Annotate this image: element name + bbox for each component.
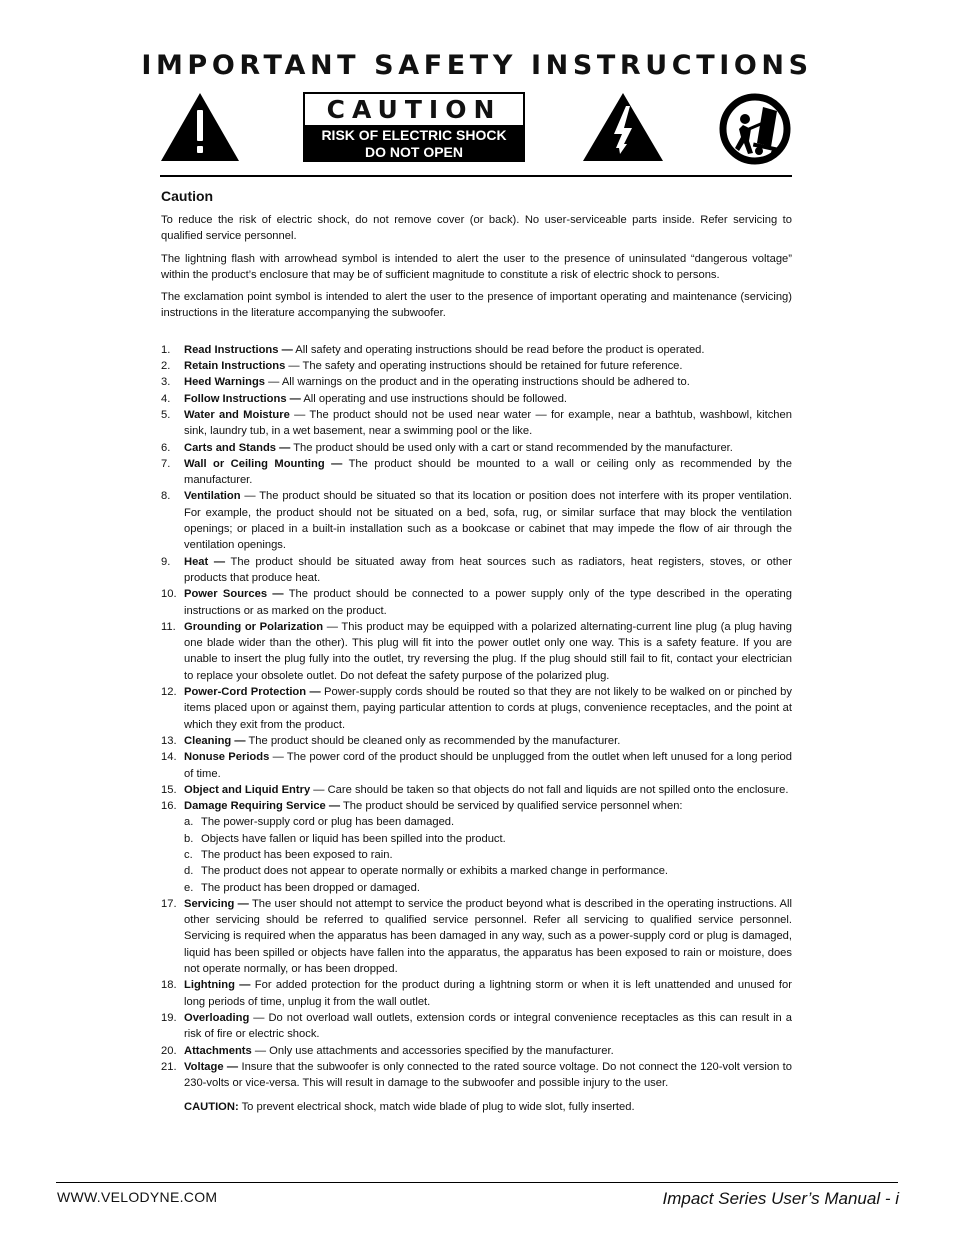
sub-letter: a. <box>184 816 194 829</box>
list-item <box>161 342 792 358</box>
list-item <box>184 831 792 847</box>
item-number: 8. <box>161 490 171 503</box>
item-text: — The product should be situated so that its location or position does not interfere with its proper ventilation. For example, the product should not be situated on a bed, sofa, rug, or similar surface that may block the ventilation openings; or placed in a built-in installation such as a bookcase or cabinet that may impede the flow of air through the ventilation openings. <box>184 490 792 552</box>
item-text: — The product should not be used near water — for example, near a bathtub, washbowl, kitchen sink, laundry tub, in a wet basement, near a swimming pool or the like. <box>184 408 792 438</box>
sub-letter: d. <box>184 865 194 878</box>
list-item <box>161 1043 792 1059</box>
list-item <box>184 814 792 830</box>
item-number: 1. <box>161 343 171 356</box>
item-term: Carts and Stands — <box>184 441 291 454</box>
footer-rule <box>56 1182 898 1183</box>
item-term: Overloading <box>184 1011 250 1024</box>
item-number: 7. <box>161 457 171 470</box>
list-item <box>161 488 792 553</box>
instructions-list <box>161 342 792 1092</box>
list-item <box>161 977 792 1010</box>
item-number: 14. <box>161 751 177 764</box>
sub-letter: b. <box>184 832 194 845</box>
item-text: The product should be mounted to a wall or ceiling only as recommended by the manufacturer. <box>184 457 792 487</box>
caution-label-heading: CAUTION <box>326 95 502 124</box>
item-number: 12. <box>161 686 177 699</box>
item-term: Lightning — <box>184 979 251 992</box>
header-rule <box>160 175 792 177</box>
item-term: Power Sources — <box>184 588 284 601</box>
item-number: 21. <box>161 1060 177 1073</box>
sub-text: The product has been exposed to rain. <box>201 848 393 861</box>
item-text: — Care should be taken so that objects do not fall and liquids are not spilled onto the enclosure. <box>310 783 789 796</box>
item-number: 15. <box>161 783 177 796</box>
list-item <box>184 880 792 896</box>
final-caution-note <box>184 1099 792 1115</box>
item-number: 3. <box>161 376 171 389</box>
item-text: — This product may be equipped with a polarized alternating-current line plug (a plug having one blade wider than the other). This plug will fit into the power outlet only one way. This is a safety feature. If you are unable to insert the plug fully into the outlet, try reversing the plug. If the plug should still fail to fit, contact your electrician to replace your obsolete outlet. Do not defeat the safety purpose of the polarized plug. <box>184 620 792 682</box>
list-item <box>161 358 792 374</box>
sub-text: The power-supply cord or plug has been damaged. <box>201 816 455 829</box>
item-number: 11. <box>161 620 176 633</box>
list-item <box>161 374 792 390</box>
item-text: The product should be connected to a power supply only of the type described in the operating instructions or as marked on the product. <box>184 588 792 617</box>
item-text: The product should be cleaned only as recommended by the manufacturer. <box>245 734 621 747</box>
item-term: Servicing — <box>184 897 249 910</box>
list-item <box>161 407 792 440</box>
list-item <box>161 798 792 896</box>
list-item <box>161 749 792 782</box>
caution-label-line1: RISK OF ELECTRIC SHOCK <box>321 127 507 143</box>
instructions-content <box>161 186 792 1116</box>
item-text: The product should be serviced by qualified service personnel when: <box>340 800 683 813</box>
lightning-triangle-icon <box>582 92 664 162</box>
item-term: Wall or Ceiling Mounting — <box>184 457 343 470</box>
caution-label-line2: DO NOT OPEN <box>364 144 463 160</box>
item-number: 6. <box>161 441 171 454</box>
item-text: All operating and use instructions should be followed. <box>300 392 568 405</box>
sub-text: The product does not appear to operate normally or exhibits a marked change in performance. <box>201 865 669 878</box>
list-item <box>161 1010 792 1043</box>
item-number: 19. <box>161 1011 177 1024</box>
list-item <box>161 896 792 977</box>
list-item <box>161 440 792 456</box>
item-number: 17. <box>161 897 177 910</box>
item-term: Heed Warnings <box>184 376 266 389</box>
item-text: Insure that the subwoofer is only connected to the rated source voltage. Do not connect the 120-volt version to 230-volts or vice-versa. This will result in damage to the subwoofer and possible injury to the user. <box>184 1060 792 1090</box>
list-item <box>161 554 792 587</box>
footer-url: WWW.VELODYNE.COM <box>57 1189 218 1205</box>
item-number: 18. <box>161 979 177 992</box>
item-text: Power-supply cords should be routed so that they are not likely to be walked on or pinched by items placed upon or against them, paying particular attention to cords at plugs, convenience receptacles, and the point at which they exit from the product. <box>184 686 792 731</box>
item-number: 4. <box>161 392 171 405</box>
item-term: Damage Requiring Service — <box>184 800 341 813</box>
caution-label <box>303 92 525 162</box>
caution-section-title: Caution <box>161 188 214 204</box>
item-term: Read Instructions — <box>184 343 293 356</box>
sub-text: The product has been dropped or damaged. <box>201 881 420 894</box>
list-item <box>161 733 792 749</box>
item-term: Attachments <box>184 1044 252 1057</box>
service-conditions-list <box>184 814 792 895</box>
list-item <box>161 456 792 489</box>
item-number: 9. <box>161 555 171 568</box>
page-title: IMPORTANT SAFETY INSTRUCTIONS <box>141 50 813 81</box>
item-text: All safety and operating instructions should be read before the product is operated. <box>292 343 705 356</box>
item-term: Nonuse Periods <box>184 751 270 764</box>
sub-letter: e. <box>184 881 194 894</box>
item-text: The user should not attempt to service the product beyond what is described in the operating instructions. All other servicing should be referred to qualified service personnel. Refer all servicing to qualified service personnel. Servicing is required when the apparatus has been damaged in any way, such as a power-supply cord or plug is damaged, liquid has been spilled or objects have fallen into the apparatus, the apparatus has been exposed to rain or moisture, does not operate normally, or has been dropped. <box>184 897 792 976</box>
item-text: The product should be situated away from heat sources such as radiators, heat registers, stoves, or other products that produce heat. <box>184 555 793 584</box>
caution-label-subtext <box>305 125 523 160</box>
item-term: Cleaning — <box>184 734 246 747</box>
item-term: Voltage — <box>184 1060 239 1073</box>
item-number: 20. <box>161 1044 177 1057</box>
sub-letter: c. <box>184 848 193 861</box>
item-text: — Do not overload wall outlets, extension cords or integral convenience receptacles as this can result in a risk of fire or electric shock. <box>184 1011 792 1041</box>
sub-text: Objects have fallen or liquid has been spilled into the product. <box>201 832 506 845</box>
item-text: — Only use attachments and accessories specified by the manufacturer. <box>251 1044 614 1057</box>
list-item <box>161 586 792 619</box>
list-item <box>184 863 792 879</box>
caution-paragraph: To reduce the risk of electric shock, do not remove cover (or back). No user-serviceable parts inside. Refer servicing to qualified service personnel. <box>161 214 792 243</box>
item-number: 13. <box>161 734 177 747</box>
list-item <box>161 684 792 733</box>
item-term: Follow Instructions — <box>184 392 301 405</box>
cart-tipover-icon <box>719 93 791 165</box>
list-item <box>161 782 792 798</box>
item-text: — The safety and operating instructions should be retained for future reference. <box>285 360 683 373</box>
list-item <box>161 1059 792 1092</box>
item-term: Retain Instructions <box>184 360 286 373</box>
exclamation-triangle-icon <box>160 92 240 162</box>
item-term: Grounding or Polarization <box>184 620 324 633</box>
item-number: 10. <box>161 588 177 601</box>
caution-paragraph: The exclamation point symbol is intended to alert the user to the presence of important operating and maintenance (servicing) instructions in the literature accompanying the subwoofer. <box>161 291 792 320</box>
item-term: Power-Cord Protection — <box>184 686 321 699</box>
item-term: Heat — <box>184 555 226 568</box>
item-text: The product should be used only with a cart or stand recommended by the manufacturer. <box>290 441 733 454</box>
list-item <box>184 847 792 863</box>
item-number: 2. <box>161 360 171 373</box>
list-item <box>161 391 792 407</box>
item-number: 16. <box>161 800 177 813</box>
item-term: Water and Moisture <box>184 408 290 421</box>
item-term: Ventilation <box>184 490 241 503</box>
item-term: Object and Liquid Entry <box>184 783 311 796</box>
caution-paragraph: The lightning flash with arrowhead symbol is intended to alert the user to the presence of uninsulated “dangerous voltage” within the product’s enclosure that may be of sufficient magnitude to constitute a risk of electric shock to persons. <box>161 252 792 281</box>
final-caution-text: To prevent electrical shock, match wide blade of plug to wide slot, fully inserted. <box>238 1101 635 1114</box>
item-number: 5. <box>161 408 171 421</box>
footer-manual-title: Impact Series User’s Manual - i <box>662 1189 899 1208</box>
item-text: — The power cord of the product should be unplugged from the outlet when left unused for a long period of time. <box>184 751 793 780</box>
list-item <box>161 619 792 684</box>
item-text: For added protection for the product during a lightning storm or when it is left unattended and unused for long periods of time, unplug it from the wall outlet. <box>184 979 792 1008</box>
item-text: — All warnings on the product and in the operating instructions should be adhered to. <box>265 376 690 389</box>
final-caution-term: CAUTION: <box>184 1101 239 1114</box>
